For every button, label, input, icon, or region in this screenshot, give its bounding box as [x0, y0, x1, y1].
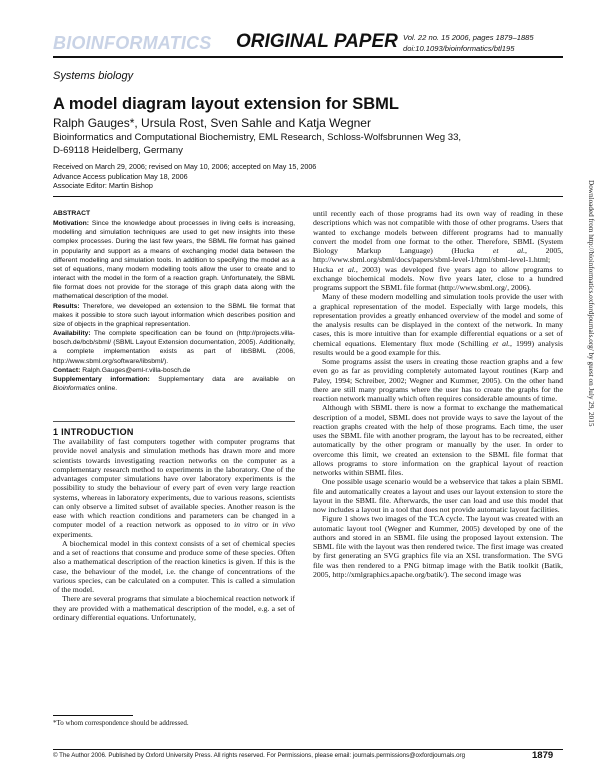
lp1-text-end: experiments. [53, 529, 93, 539]
abstract-rule [53, 421, 295, 422]
abstract-contact [53, 366, 295, 375]
rp1-etal-2: et al. [337, 264, 356, 274]
supp-text: Supplementary data are available on [158, 375, 295, 383]
journal-name: BIOINFORMATICS [53, 33, 212, 53]
copyright: © The Author 2006. Published by Oxford University Press. All rights reserved. For Permissions, please email: journals.permissions@oxfordjournals.org [53, 752, 466, 759]
contact-label: Contact: [53, 366, 81, 374]
rp1-text-mid: , 2005, http://www.sbml.org/sbml/docs/papers/sbml-level-1/html/sbml-level-1.html; Hucka [313, 246, 564, 274]
footer-rule [53, 749, 563, 750]
supp-text-end: online. [97, 384, 118, 392]
paper-title: A model diagram layout extension for SBML [53, 95, 399, 113]
title-block-rule [53, 196, 563, 197]
lp1-text: The availability of fast computers together with computer programs that provide novel analysis and simulation methods has drawn more and more scientists towards investigating reaction networks on the computer as a complementary research method to experiments in the laboratory. One of the advantages computer simulations have over laboratory experiments is the possibility to study the behaviour of every part of even very large reaction systems, whereas in laboratory experiments, due to various reasons, scientists can only observe a limited subset of available species. Another reason is the ease with which reaction conditions and parameters can be changed in a computer model of a reaction network as opposed to [53, 437, 295, 530]
received-date: Received on March 29, 2006; revised on May 10, 2006; accepted on May 15, 2006 [53, 162, 317, 171]
associate-editor: Associate Editor: Martin Bishop [53, 181, 153, 190]
page-number: 1879 [532, 750, 554, 761]
authors: Ralph Gauges*, Ursula Rost, Sven Sahle and Katja Wegner [53, 116, 371, 130]
affiliation-line-2: D-69118 Heidelberg, Germany [53, 144, 183, 156]
advance-access: Advance Access publication May 18, 2006 [53, 171, 188, 181]
availability-label: Availability: [53, 330, 91, 338]
rp1-etal-1: et al. [492, 246, 526, 255]
supplementary-label: Supplementary information: [53, 375, 150, 383]
motivation-label: Motivation: [53, 220, 89, 228]
left-paragraph-1 [53, 437, 295, 539]
left-column [53, 437, 295, 622]
right-paragraph-5: One possible usage scenario would be a webservice that takes a plain SBML file and automatically creates a layout and uses our layout extension to store the layout in the SBML file. Afterwards, the user can load and use this model that now includes a layout in a tool that does not provide automatic layout facilities. [313, 477, 563, 514]
left-paragraph-3: There are several programs that simulate a biochemical reaction network if they are provided with a mathematical description of the model, e.g. a set of ordinary differential equations. Unfortunately, [53, 594, 295, 622]
lp1-in-vitro: in vitro [234, 520, 259, 530]
introduction-heading: 1 INTRODUCTION [53, 427, 134, 437]
right-paragraph-2 [313, 292, 563, 357]
header-rule [53, 56, 563, 58]
rp2-text: Many of these modern modelling and simulation tools provide the user with a graphical representation of the model. Especially with large models, this representation provides a greatly enhanced overview of the model and some of the analysis results can be displayed in the context of the network. In many cases, this is more intuitive than for example differential equations or a set of chemical equations. Elementary flux mode (Schilling [313, 292, 563, 348]
left-paragraph-2: A biochemical model in this context consists of a set of chemical species and a set of reactions that consume and produce some of these species. Often also a mathematical description of the reaction kinetics is given. If this is the case, the behaviour of the model, i.e. the change of concentrations of the various species, can be calculated on a computer. This is called a simulation of the model. [53, 538, 295, 594]
affiliation [53, 132, 493, 157]
download-side-note [583, 180, 595, 650]
footnote-rule [53, 715, 133, 716]
rp2-text-end: , 1999) analysis results would be a good example for this. [313, 338, 563, 357]
lp1-or: or [262, 520, 269, 530]
results-label: Results: [53, 302, 80, 310]
publication-dates [53, 162, 553, 191]
lp1-in-vivo: in vivo [272, 520, 296, 530]
volume-line: Vol. 22 no. 15 2006, pages 1879–1885 [403, 33, 534, 42]
right-paragraph-1 [313, 209, 563, 292]
supp-journal: Bioinformatics [53, 384, 96, 392]
side-note-text: Downloaded from http://bioinformatics.oxfordjournals.org/ by guest on July 29, 2015 [587, 180, 595, 427]
right-column [313, 209, 563, 579]
contact-email[interactable]: Ralph.Gauges@eml-r.villa-bosch.de [82, 366, 191, 374]
motivation-text: Since the knowledge about processes in living cells is increasing, modelling and simulation techniques are used to get new insights into these complex processes. During the last few years, the SBML file format has gained in popularity and support as a means of exchanging model data between the different modelling and simulation tools. In addition to specifying the model as a set of equations, many modern modelling tools allow the user to create and to interact with the model in the form of a reaction graph. Unfortunately, the SBML file format does not provide for the storage of this graph data along with the mathematical description of the model. [53, 220, 295, 301]
section-label: Systems biology [53, 70, 134, 82]
rp1-text-end: , 2003) was developed five years ago to allow programs to exchange biochemical models. Now five years later, close to a hundred programs support the SBML file format (http://www.sbml.org/, 2006). [313, 264, 563, 292]
side-note-svg [583, 180, 595, 650]
article-type: ORIGINAL PAPER [236, 31, 398, 52]
results-text: Therefore, we developed an extension to the SBML file format that makes it possible to store such layout information which describes position and size of objects in the graphical representation. [53, 302, 295, 328]
abstract [53, 209, 295, 393]
abstract-results [53, 302, 295, 329]
affiliation-line-1: Bioinformatics and Computational Biochemistry, EML Research, Schloss-Wolfsbrunnen Weg 33, [53, 132, 462, 143]
rp1-text: until recently each of those programs had its own way of reading in these descriptions which was not compatible with those of other programs. Users that wanted to exchange models between different programs had to manually convert the model from one format to the other. Therefore, SBML (System Biology Markup Language) (Hucka [313, 209, 563, 255]
abstract-motivation [53, 219, 295, 301]
right-paragraph-4: Although with SBML there is now a format to exchange the mathematical description of a model, SBML does not provide ways to save the layout of the reaction graphs created with the help of those programs. Each time, the user uses the SBML file with another program, the layout has to be recreated, either automatically by the other program or manually by the user. In order to overcome this limit, we created an extension to the SBML file format that allows programs to store information on the graphical layout of reaction networks within SBML files. [313, 403, 563, 477]
abstract-heading: ABSTRACT [53, 210, 91, 217]
doi-line: doi:10.1093/bioinformatics/btl195 [403, 44, 515, 53]
rp2-etal: et al. [492, 338, 511, 348]
right-paragraph-3: Some programs assist the users in creating those reaction graphs and a few even go as far as providing completely automated layout routines (Karp and Paley, 1994; Schreiber, 2002; Wegner and Kummer, 2005). On the other hand there are still many programs where the user has to create the graphs for the reaction network manually which often requires considerable amounts of time. [313, 357, 563, 403]
abstract-availability [53, 329, 295, 366]
right-paragraph-6: Figure 1 shows two images of the TCA cycle. The layout was created with an automatic layout tool (Wegner and Kummer, 2005) developed by one of the authors and stored in an SBML file using the proposed layout extension. The SBML file with the layout was then rendered twice. The first image was created by first generating an SVG graphics file via an XSL transformation. The SVG file was then rendered to a PNG bitmap image with the Batik toolkit (Batik, 2005, http://xmlgraphics.apache.org/batik/). The second image was [313, 514, 563, 579]
availability-text: The complete specification can be found on (http://projects.villa-bosch.de/bcb/sbml/ (SBML Layout Extension documentation, 2005). Additionally, a complete implementation exists as part of libSBML (2006, http://www.sbml.org/software/libsbml/). [53, 330, 295, 365]
article-meta [403, 32, 563, 54]
footnote: *To whom correspondence should be addressed. [53, 719, 189, 727]
abstract-supplementary [53, 375, 295, 393]
